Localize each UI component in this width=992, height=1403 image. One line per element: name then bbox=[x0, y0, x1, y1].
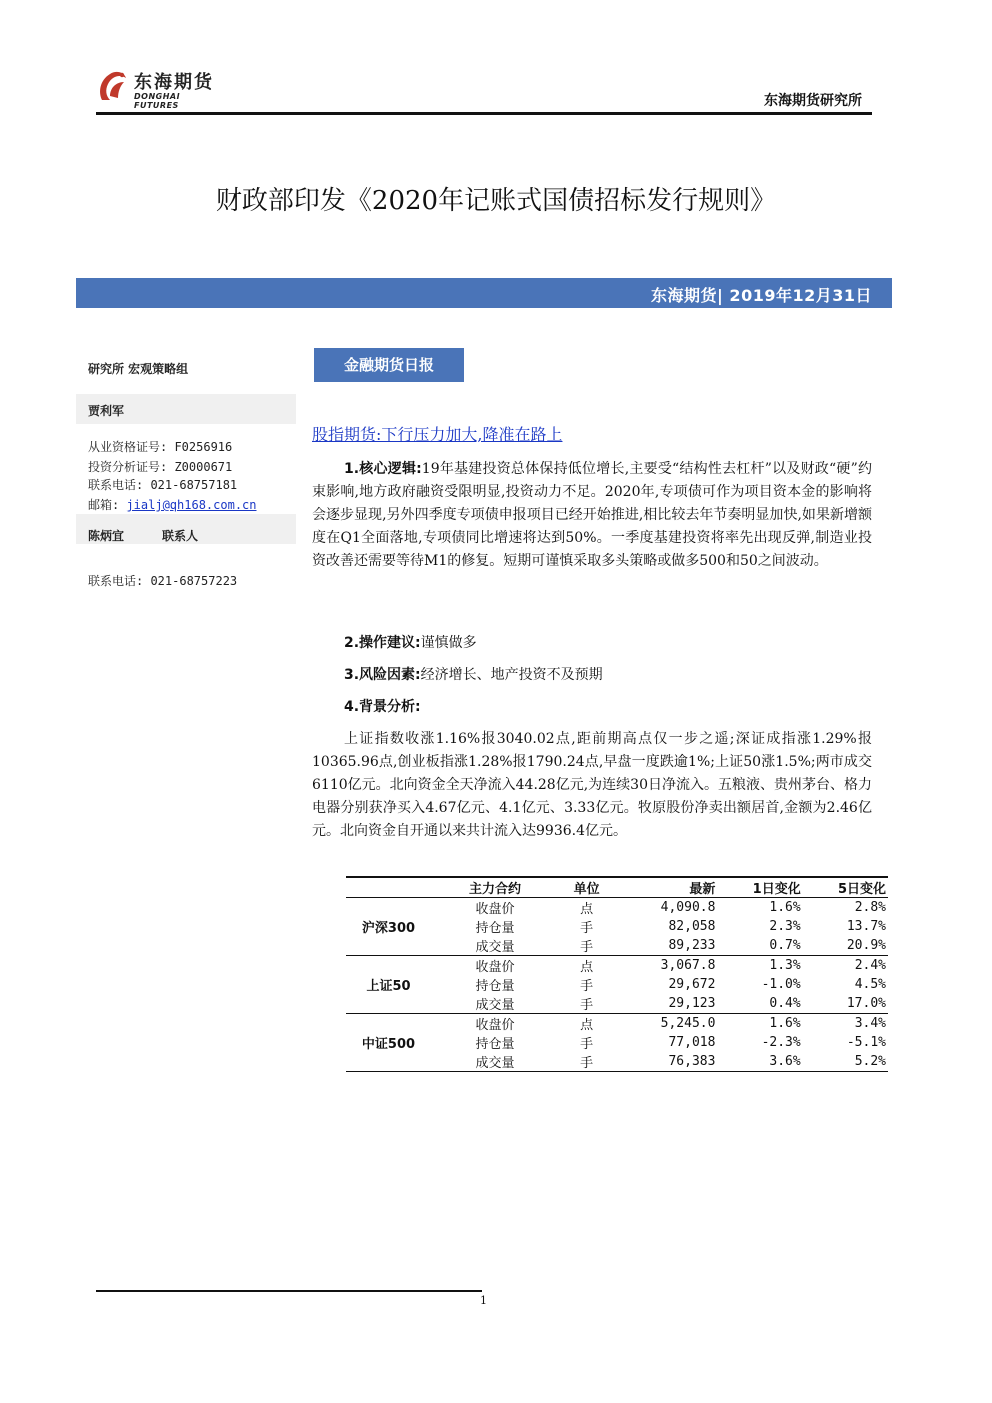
core-logic-label: 1.核心逻辑: bbox=[344, 461, 422, 477]
table-cell: 77,018 bbox=[668, 1035, 716, 1050]
table-cell: 持仓量 bbox=[475, 979, 515, 994]
contract-name: 沪深300 bbox=[346, 898, 431, 956]
table-cell: 3.4% bbox=[854, 1016, 886, 1031]
table-cell: 4,090.8 bbox=[660, 900, 716, 915]
table-header: 单位 bbox=[559, 877, 614, 898]
table-cell: -1.0% bbox=[761, 977, 801, 992]
table-header: 5日变化 bbox=[805, 877, 888, 898]
advice-text: 谨慎做多 bbox=[420, 635, 477, 651]
table-cell: 收盘价 bbox=[475, 960, 515, 975]
analyst-phone: 联系电话: 021-68757181 bbox=[88, 478, 238, 492]
table-cell: 13.7% bbox=[846, 919, 886, 934]
table-cell: 76,383 bbox=[614, 1052, 719, 1072]
department-label: 研究所 宏观策略组 bbox=[88, 362, 189, 376]
table-cell: 成交量 bbox=[431, 936, 559, 956]
table-cell: 3,067.8 bbox=[660, 958, 716, 973]
background-paragraph: 上证指数收涨1.16%报3040.02点,距前期高点仅一步之遥;深证成指涨1.29%报10365.96点,创业板指涨1.28%报1790.24点,早盘一度跌逾1%;上证50涨1.5%;两市成交6110亿元。北向资金全天净流入44.28亿元,为连续30日净流入。五粮液、贵州茅台、格力电器分别获净买入4.67亿元、4.1亿元、3.33亿元。牧原股份净卖出额居首,金额为2.46亿元。北向资金自开通以来共计流入达9936.4亿元。 bbox=[312, 731, 872, 839]
table-cell: 4.5% bbox=[854, 977, 886, 992]
page-number: 1 bbox=[480, 1294, 487, 1307]
table-cell: 点 bbox=[580, 1018, 594, 1033]
table-cell: 点 bbox=[580, 902, 594, 917]
table-cell: 1.6% bbox=[769, 900, 801, 915]
table-cell: 持仓量 bbox=[475, 1037, 515, 1052]
contact-role: 联系人 bbox=[162, 529, 199, 543]
table-cell: 成交量 bbox=[431, 1052, 559, 1072]
table-header: 最新 bbox=[614, 877, 719, 898]
email-link[interactable]: jialj@qh168.com.cn bbox=[126, 498, 257, 512]
analyst-email-row bbox=[88, 496, 257, 513]
background-row bbox=[344, 696, 421, 716]
footer-divider bbox=[96, 1290, 482, 1292]
core-logic-paragraph bbox=[312, 458, 872, 573]
table-cell: 0.7% bbox=[719, 936, 804, 956]
banner-date-text: 东海期货| 2019年12月31日 bbox=[651, 286, 872, 305]
core-logic-text: 19年基建投资总体保持低位增长,主要受“结构性去杠杆”以及财政“硬”约束影响,地方政府融资受限明显,投资动力不足。2020年,专项债可作为项目资本金的影响将会逐步显现,另外四季度专项债申报项目已经开始推进,相比较去年节奏明显加快,如果新增额度在Q1全面落地,专项债同比增速将达到50%。一季度基建投资将率先出现反弹,制造业投资改善还需要等待M1的修复。短期可谨慎采取多头策略或做多500和50之间波动。 bbox=[312, 461, 872, 569]
table-header: 主力合约 bbox=[431, 877, 559, 898]
table-row bbox=[346, 1014, 888, 1034]
risk-label: 3.风险因素: bbox=[344, 667, 421, 683]
contact-phone: 联系电话: 021-68757223 bbox=[88, 574, 238, 588]
table-cell: 5.2% bbox=[805, 1052, 888, 1072]
table-cell: 收盘价 bbox=[475, 1018, 515, 1033]
contact-name: 陈炳宜 bbox=[88, 529, 125, 543]
contract-name: 上证50 bbox=[346, 956, 431, 1014]
table-cell: 3.6% bbox=[719, 1052, 804, 1072]
email-label: 邮箱: bbox=[88, 498, 127, 512]
institute-name: 东海期货研究所 bbox=[764, 93, 862, 109]
qualification-cert: 从业资格证号: F0256916 bbox=[88, 440, 233, 454]
table-header-row bbox=[346, 877, 888, 898]
table-cell: 点 bbox=[580, 960, 594, 975]
company-logo bbox=[96, 66, 226, 110]
header-divider bbox=[96, 112, 872, 115]
table-cell: 0.4% bbox=[719, 994, 804, 1014]
logo-text-en: DONGHAI FUTURES bbox=[134, 92, 181, 110]
table-cell: 5,245.0 bbox=[660, 1016, 716, 1031]
advice-row bbox=[344, 632, 477, 652]
table-cell: 20.9% bbox=[805, 936, 888, 956]
table-cell: 2.3% bbox=[769, 919, 801, 934]
table-row bbox=[346, 898, 888, 918]
risk-row bbox=[344, 664, 603, 684]
table-cell: 17.0% bbox=[805, 994, 888, 1014]
analyst-name: 贾利军 bbox=[88, 404, 125, 418]
donghai-logo-icon bbox=[96, 66, 130, 106]
table-cell: 手 bbox=[580, 1037, 594, 1052]
table-cell: 2.8% bbox=[854, 900, 886, 915]
table-cell: 29,123 bbox=[614, 994, 719, 1014]
table-cell: 成交量 bbox=[431, 994, 559, 1014]
table-cell: 手 bbox=[580, 921, 594, 936]
background-label: 4.背景分析: bbox=[344, 699, 421, 715]
table-cell: 持仓量 bbox=[475, 921, 515, 936]
table-cell: 1.6% bbox=[769, 1016, 801, 1031]
table-cell: 收盘价 bbox=[475, 902, 515, 917]
table-cell: -2.3% bbox=[761, 1035, 801, 1050]
risk-text: 经济增长、地产投资不及预期 bbox=[420, 667, 603, 683]
table-cell: 82,058 bbox=[668, 919, 716, 934]
table-cell: 1.3% bbox=[769, 958, 801, 973]
logo-text-cn: 东海期货 bbox=[134, 72, 214, 93]
table-cell: 29,672 bbox=[668, 977, 716, 992]
table-cell: 手 bbox=[559, 936, 614, 956]
advice-label: 2.操作建议: bbox=[344, 635, 421, 651]
table-row bbox=[346, 956, 888, 976]
table-cell: 手 bbox=[580, 979, 594, 994]
section-tag: 金融期货日报 bbox=[314, 348, 464, 382]
table-cell: 手 bbox=[559, 994, 614, 1014]
table-cell: 89,233 bbox=[614, 936, 719, 956]
report-title: 财政部印发《2020年记账式国债招标发行规则》 bbox=[215, 186, 777, 216]
table-cell: 2.4% bbox=[854, 958, 886, 973]
contract-name: 中证500 bbox=[346, 1014, 431, 1072]
investment-cert: 投资分析证号: Z0000671 bbox=[88, 460, 233, 474]
table-cell: -5.1% bbox=[846, 1035, 886, 1050]
table-cell: 手 bbox=[559, 1052, 614, 1072]
futures-table bbox=[346, 876, 888, 1072]
table-header-blank bbox=[346, 877, 431, 898]
report-subhead[interactable]: 股指期货:下行压力加大,降准在路上 bbox=[312, 425, 563, 444]
table-header: 1日变化 bbox=[719, 877, 804, 898]
